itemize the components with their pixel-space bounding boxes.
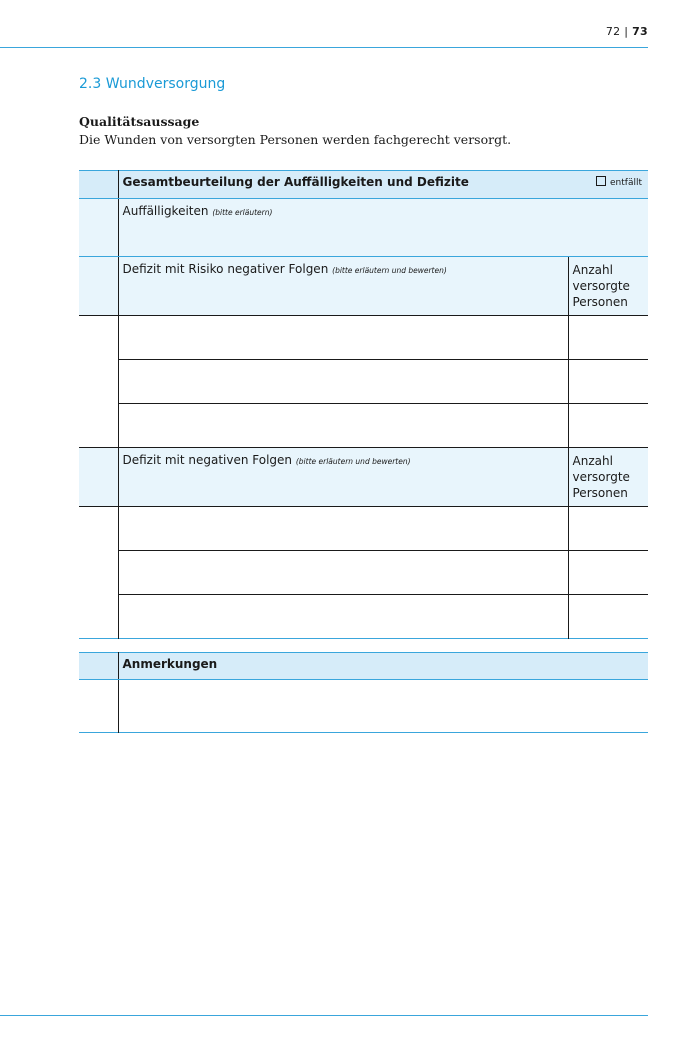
anzahl-line-3: Personen [572,486,628,500]
defizit-risiko-label: Defizit mit Risiko negativer Folgen [122,262,329,276]
defizit-count-3[interactable] [568,595,648,639]
entfaellt-label: entfällt [610,178,642,188]
anzahl-header-2 [568,448,648,507]
assessment-header-row [79,171,648,199]
defizit-entry-3[interactable] [118,595,568,639]
page-number [606,25,648,38]
auffaelligkeiten-label: Auffälligkeiten [122,204,209,218]
defizit-entry-row [79,595,648,639]
defizit-entry-2[interactable] [118,551,568,595]
auffaelligkeiten-note: (bitte erläutern) [212,208,273,217]
notes-title: Anmerkungen [118,653,648,680]
auffaelligkeiten-field[interactable] [118,199,648,257]
quality-statement-label: Qualitätsaussage [79,114,200,129]
defizit-count-1[interactable] [568,507,648,551]
defizit-note: (bitte erläutern und bewerten) [295,457,411,466]
defizit-entry-1[interactable] [118,507,568,551]
defizit-left-cell [79,448,118,507]
auffaelligkeiten-left-cell [79,199,118,257]
defizit-heading [118,448,568,507]
defizit-risiko-entry-row [79,404,648,448]
notes-field[interactable] [118,680,648,733]
anzahl-line-2: versorgte [572,470,630,484]
notes-header-left-cell [79,653,118,680]
top-rule [0,47,648,48]
entfaellt-checkbox[interactable] [596,176,606,186]
anzahl-line-2: versorgte [572,279,630,293]
defizit-label: Defizit mit negativen Folgen [122,453,293,467]
section-title: 2.3 Wundversorgung [79,76,226,92]
page-number-right: 73 [632,25,648,38]
defizit-risiko-entry-3[interactable] [118,404,568,448]
anzahl-line-1: Anzahl [572,454,613,468]
page-number-separator: | [624,25,629,38]
defizit-risiko-note: (bitte erläutern und bewerten) [332,266,447,275]
auffaelligkeiten-row [79,199,648,257]
notes-body-row [79,680,648,733]
entry-left-cell [79,595,118,639]
anzahl-header-1 [568,257,648,316]
bottom-rule [0,1015,648,1016]
assessment-header-title: Gesamtbeurteilung der Auffälligkeiten und Defizite [118,171,568,199]
defizit-risiko-left-cell [79,257,118,316]
entry-left-cell [79,360,118,404]
defizit-header-row [79,448,648,507]
anzahl-line-3: Personen [572,295,628,309]
defizit-risiko-count-2[interactable] [568,360,648,404]
defizit-risiko-entry-1[interactable] [118,316,568,360]
page-number-left: 72 [605,25,621,38]
defizit-risiko-entry-row [79,360,648,404]
defizit-entry-row [79,507,648,551]
defizit-risiko-entry-row [79,316,648,360]
assessment-table [79,170,648,639]
defizit-risiko-entry-2[interactable] [118,360,568,404]
defizit-risiko-count-1[interactable] [568,316,648,360]
defizit-entry-row [79,551,648,595]
defizit-count-2[interactable] [568,551,648,595]
entry-left-cell [79,316,118,360]
entfaellt-option[interactable] [568,171,648,199]
quality-statement-text: Die Wunden von versorgten Personen werden fachgerecht versorgt. [79,132,512,147]
notes-left-cell [79,680,118,733]
header-left-cell [79,171,118,199]
notes-header-row [79,653,648,680]
defizit-risiko-header-row [79,257,648,316]
defizit-risiko-heading [118,257,568,316]
defizit-risiko-count-3[interactable] [568,404,648,448]
anzahl-line-1: Anzahl [572,263,613,277]
entry-left-cell [79,551,118,595]
entry-left-cell [79,507,118,551]
notes-table [79,652,648,733]
entry-left-cell [79,404,118,448]
